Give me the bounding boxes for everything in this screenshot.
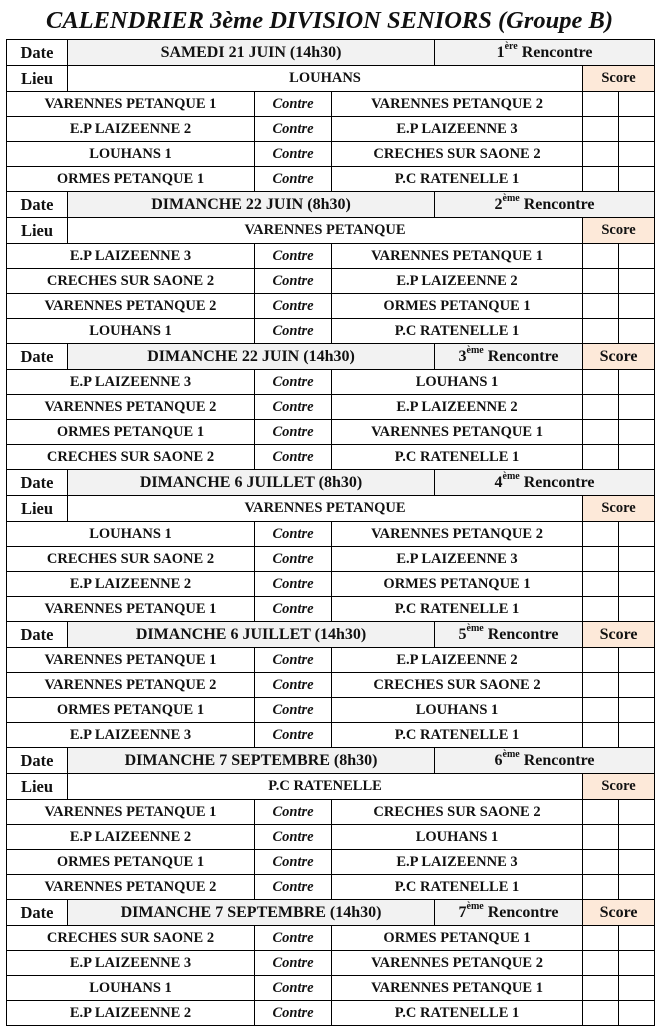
away-score-cell[interactable] — [619, 395, 655, 420]
round-number-digit: 7 — [458, 904, 467, 921]
round-number-digit: 1 — [496, 44, 505, 61]
date-label: Date — [7, 470, 68, 496]
contre-label: Contre — [255, 319, 332, 344]
contre-label: Contre — [255, 294, 332, 319]
away-score-cell[interactable] — [619, 269, 655, 294]
round-date: DIMANCHE 22 JUIN (14h30) — [68, 344, 435, 370]
contre-label: Contre — [255, 420, 332, 445]
lieu-label: Lieu — [7, 66, 68, 92]
contre-label: Contre — [255, 244, 332, 269]
score-header: Score — [583, 66, 655, 92]
contre-label: Contre — [255, 723, 332, 748]
round-date-row — [7, 470, 655, 496]
round-number-suffix: ème — [466, 344, 484, 356]
round-number-digit: 4 — [494, 474, 503, 491]
contre-label: Contre — [255, 698, 332, 723]
lieu-name: VARENNES PETANQUE — [68, 496, 583, 522]
away-score-cell[interactable] — [619, 698, 655, 723]
round-date: DIMANCHE 6 JUILLET (8h30) — [68, 470, 435, 496]
home-team: E.P LAIZEENNE 3 — [7, 370, 255, 395]
away-score-cell[interactable] — [619, 951, 655, 976]
score-header: Score — [583, 496, 655, 522]
contre-label: Contre — [255, 117, 332, 142]
match-row — [7, 547, 655, 572]
lieu-name: LOUHANS — [68, 66, 583, 92]
away-score-cell[interactable] — [619, 319, 655, 344]
home-team: E.P LAIZEENNE 3 — [7, 244, 255, 269]
home-team: LOUHANS 1 — [7, 522, 255, 547]
home-score-cell[interactable] — [583, 547, 619, 572]
match-row — [7, 926, 655, 951]
away-score-cell[interactable] — [619, 597, 655, 622]
home-score-cell[interactable] — [583, 976, 619, 1001]
match-row — [7, 648, 655, 673]
match-row — [7, 875, 655, 900]
contre-label: Contre — [255, 976, 332, 1001]
home-team: ORMES PETANQUE 1 — [7, 850, 255, 875]
match-row — [7, 597, 655, 622]
home-score-cell[interactable] — [583, 92, 619, 117]
away-score-cell[interactable] — [619, 167, 655, 192]
away-team: P.C RATENELLE 1 — [332, 723, 583, 748]
home-score-cell[interactable] — [583, 673, 619, 698]
contre-label: Contre — [255, 926, 332, 951]
home-score-cell[interactable] — [583, 244, 619, 269]
home-team: LOUHANS 1 — [7, 142, 255, 167]
round-number — [435, 622, 583, 648]
home-score-cell[interactable] — [583, 951, 619, 976]
home-score-cell[interactable] — [583, 698, 619, 723]
away-score-cell[interactable] — [619, 142, 655, 167]
match-row — [7, 117, 655, 142]
home-score-cell[interactable] — [583, 723, 619, 748]
round-number-digit: 5 — [458, 626, 467, 643]
contre-label: Contre — [255, 142, 332, 167]
round-number-digit: 3 — [458, 348, 467, 365]
home-team: ORMES PETANQUE 1 — [7, 420, 255, 445]
away-team: VARENNES PETANQUE 2 — [332, 522, 583, 547]
home-team: E.P LAIZEENNE 2 — [7, 825, 255, 850]
away-team: VARENNES PETANQUE 1 — [332, 420, 583, 445]
away-score-cell[interactable] — [619, 294, 655, 319]
home-team: VARENNES PETANQUE 2 — [7, 395, 255, 420]
away-score-cell[interactable] — [619, 547, 655, 572]
contre-label: Contre — [255, 445, 332, 470]
match-row — [7, 167, 655, 192]
date-label: Date — [7, 748, 68, 774]
home-team: ORMES PETANQUE 1 — [7, 167, 255, 192]
away-score-cell[interactable] — [619, 850, 655, 875]
round-number-suffix: ème — [466, 900, 484, 912]
match-row — [7, 800, 655, 825]
home-score-cell[interactable] — [583, 572, 619, 597]
home-score-cell[interactable] — [583, 370, 619, 395]
contre-label: Contre — [255, 522, 332, 547]
match-row — [7, 572, 655, 597]
rencontre-label: Rencontre — [521, 44, 593, 61]
rencontre-label: Rencontre — [487, 904, 559, 921]
match-row — [7, 370, 655, 395]
away-team: VARENNES PETANQUE 1 — [332, 244, 583, 269]
away-team: E.P LAIZEENNE 3 — [332, 117, 583, 142]
calendar-table — [6, 39, 655, 1026]
home-score-cell[interactable] — [583, 926, 619, 951]
contre-label: Contre — [255, 370, 332, 395]
away-score-cell[interactable] — [619, 1001, 655, 1026]
home-team: VARENNES PETANQUE 1 — [7, 92, 255, 117]
match-row — [7, 1001, 655, 1026]
match-row — [7, 294, 655, 319]
away-team: P.C RATENELLE 1 — [332, 167, 583, 192]
home-team: VARENNES PETANQUE 2 — [7, 294, 255, 319]
match-row — [7, 269, 655, 294]
home-team: VARENNES PETANQUE 1 — [7, 597, 255, 622]
away-score-cell[interactable] — [619, 420, 655, 445]
lieu-label: Lieu — [7, 774, 68, 800]
home-team: VARENNES PETANQUE 2 — [7, 875, 255, 900]
away-team: P.C RATENELLE 1 — [332, 597, 583, 622]
home-team: VARENNES PETANQUE 1 — [7, 648, 255, 673]
round-date-row — [7, 622, 655, 648]
away-score-cell[interactable] — [619, 522, 655, 547]
round-number — [435, 470, 655, 496]
home-team: VARENNES PETANQUE 1 — [7, 800, 255, 825]
away-score-cell[interactable] — [619, 572, 655, 597]
away-score-cell[interactable] — [619, 445, 655, 470]
round-date-row — [7, 900, 655, 926]
away-team: VARENNES PETANQUE 2 — [332, 92, 583, 117]
away-score-cell[interactable] — [619, 723, 655, 748]
round-lieu-row — [7, 218, 655, 244]
home-team: E.P LAIZEENNE 2 — [7, 572, 255, 597]
round-number-suffix: ère — [504, 40, 518, 52]
date-label: Date — [7, 40, 68, 66]
away-team: CRECHES SUR SAONE 2 — [332, 673, 583, 698]
home-score-cell[interactable] — [583, 117, 619, 142]
round-number — [435, 748, 655, 774]
contre-label: Contre — [255, 648, 332, 673]
rencontre-label: Rencontre — [523, 196, 595, 213]
home-score-cell[interactable] — [583, 445, 619, 470]
round-number-suffix: ème — [502, 470, 520, 482]
home-team: CRECHES SUR SAONE 2 — [7, 269, 255, 294]
round-number — [435, 900, 583, 926]
away-team: VARENNES PETANQUE 1 — [332, 976, 583, 1001]
lieu-name: VARENNES PETANQUE — [68, 218, 583, 244]
home-team: VARENNES PETANQUE 2 — [7, 673, 255, 698]
score-header: Score — [583, 774, 655, 800]
home-score-cell[interactable] — [583, 420, 619, 445]
calendar-title: CALENDRIER 3ème DIVISION SENIORS (Groupe B) — [45, 7, 613, 34]
contre-label: Contre — [255, 951, 332, 976]
round-number-suffix: ème — [466, 622, 484, 634]
round-number — [435, 344, 583, 370]
away-score-cell[interactable] — [619, 244, 655, 269]
away-score-cell[interactable] — [619, 800, 655, 825]
contre-label: Contre — [255, 167, 332, 192]
away-team: E.P LAIZEENNE 2 — [332, 269, 583, 294]
round-lieu-row — [7, 774, 655, 800]
away-team: LOUHANS 1 — [332, 698, 583, 723]
home-team: E.P LAIZEENNE 3 — [7, 723, 255, 748]
match-row — [7, 951, 655, 976]
home-score-cell[interactable] — [583, 1001, 619, 1026]
round-number-suffix: ème — [502, 192, 520, 204]
home-score-cell[interactable] — [583, 648, 619, 673]
score-header: Score — [583, 622, 655, 648]
match-row — [7, 420, 655, 445]
score-header: Score — [583, 344, 655, 370]
away-score-cell[interactable] — [619, 673, 655, 698]
round-date: DIMANCHE 22 JUIN (8h30) — [68, 192, 435, 218]
match-row — [7, 319, 655, 344]
round-date-row — [7, 40, 655, 66]
away-team: E.P LAIZEENNE 3 — [332, 547, 583, 572]
home-score-cell[interactable] — [583, 167, 619, 192]
match-row — [7, 522, 655, 547]
round-number-digit: 2 — [494, 196, 503, 213]
away-team: P.C RATENELLE 1 — [332, 319, 583, 344]
away-team: VARENNES PETANQUE 2 — [332, 951, 583, 976]
match-row — [7, 445, 655, 470]
home-team: E.P LAIZEENNE 2 — [7, 1001, 255, 1026]
round-date-row — [7, 748, 655, 774]
home-score-cell[interactable] — [583, 597, 619, 622]
round-number — [435, 40, 655, 66]
home-score-cell[interactable] — [583, 294, 619, 319]
match-row — [7, 92, 655, 117]
home-score-cell[interactable] — [583, 875, 619, 900]
contre-label: Contre — [255, 269, 332, 294]
home-team: LOUHANS 1 — [7, 319, 255, 344]
contre-label: Contre — [255, 875, 332, 900]
away-team: LOUHANS 1 — [332, 370, 583, 395]
lieu-label: Lieu — [7, 218, 68, 244]
home-team: E.P LAIZEENNE 3 — [7, 951, 255, 976]
away-score-cell[interactable] — [619, 92, 655, 117]
date-label: Date — [7, 192, 68, 218]
contre-label: Contre — [255, 547, 332, 572]
match-row — [7, 825, 655, 850]
away-score-cell[interactable] — [619, 117, 655, 142]
away-team: CRECHES SUR SAONE 2 — [332, 800, 583, 825]
contre-label: Contre — [255, 597, 332, 622]
round-number-suffix: ème — [502, 748, 520, 760]
score-header: Score — [583, 900, 655, 926]
round-lieu-row — [7, 66, 655, 92]
date-label: Date — [7, 344, 68, 370]
rencontre-label: Rencontre — [487, 626, 559, 643]
away-team: ORMES PETANQUE 1 — [332, 926, 583, 951]
match-row — [7, 395, 655, 420]
away-team: E.P LAIZEENNE 3 — [332, 850, 583, 875]
contre-label: Contre — [255, 395, 332, 420]
home-score-cell[interactable] — [583, 522, 619, 547]
away-score-cell[interactable] — [619, 926, 655, 951]
contre-label: Contre — [255, 92, 332, 117]
round-date: DIMANCHE 7 SEPTEMBRE (14h30) — [68, 900, 435, 926]
home-score-cell[interactable] — [583, 319, 619, 344]
rencontre-label: Rencontre — [523, 474, 595, 491]
home-score-cell[interactable] — [583, 395, 619, 420]
home-score-cell[interactable] — [583, 142, 619, 167]
home-score-cell[interactable] — [583, 850, 619, 875]
home-team: E.P LAIZEENNE 2 — [7, 117, 255, 142]
home-score-cell[interactable] — [583, 269, 619, 294]
match-row — [7, 142, 655, 167]
away-team: P.C RATENELLE 1 — [332, 445, 583, 470]
round-number-digit: 6 — [494, 752, 503, 769]
home-team: ORMES PETANQUE 1 — [7, 698, 255, 723]
match-row — [7, 723, 655, 748]
match-row — [7, 850, 655, 875]
contre-label: Contre — [255, 800, 332, 825]
away-team: ORMES PETANQUE 1 — [332, 572, 583, 597]
match-row — [7, 698, 655, 723]
home-team: CRECHES SUR SAONE 2 — [7, 547, 255, 572]
away-team: CRECHES SUR SAONE 2 — [332, 142, 583, 167]
date-label: Date — [7, 900, 68, 926]
lieu-name: P.C RATENELLE — [68, 774, 583, 800]
away-team: LOUHANS 1 — [332, 825, 583, 850]
away-score-cell[interactable] — [619, 825, 655, 850]
contre-label: Contre — [255, 1001, 332, 1026]
round-date-row — [7, 192, 655, 218]
match-row — [7, 976, 655, 1001]
away-score-cell[interactable] — [619, 370, 655, 395]
home-team: LOUHANS 1 — [7, 976, 255, 1001]
lieu-label: Lieu — [7, 496, 68, 522]
away-score-cell[interactable] — [619, 875, 655, 900]
round-lieu-row — [7, 496, 655, 522]
away-team: P.C RATENELLE 1 — [332, 1001, 583, 1026]
round-date: DIMANCHE 6 JUILLET (14h30) — [68, 622, 435, 648]
away-score-cell[interactable] — [619, 648, 655, 673]
match-row — [7, 244, 655, 269]
rencontre-label: Rencontre — [523, 752, 595, 769]
round-date: SAMEDI 21 JUIN (14h30) — [68, 40, 435, 66]
home-team: CRECHES SUR SAONE 2 — [7, 926, 255, 951]
contre-label: Contre — [255, 673, 332, 698]
contre-label: Contre — [255, 825, 332, 850]
contre-label: Contre — [255, 850, 332, 875]
round-number — [435, 192, 655, 218]
home-score-cell[interactable] — [583, 825, 619, 850]
home-team: CRECHES SUR SAONE 2 — [7, 445, 255, 470]
away-team: E.P LAIZEENNE 2 — [332, 648, 583, 673]
match-row — [7, 673, 655, 698]
score-header: Score — [583, 218, 655, 244]
away-team: E.P LAIZEENNE 2 — [332, 395, 583, 420]
home-score-cell[interactable] — [583, 800, 619, 825]
date-label: Date — [7, 622, 68, 648]
away-team: P.C RATENELLE 1 — [332, 875, 583, 900]
contre-label: Contre — [255, 572, 332, 597]
round-date: DIMANCHE 7 SEPTEMBRE (8h30) — [68, 748, 435, 774]
away-team: ORMES PETANQUE 1 — [332, 294, 583, 319]
rencontre-label: Rencontre — [487, 348, 559, 365]
round-date-row — [7, 344, 655, 370]
away-score-cell[interactable] — [619, 976, 655, 1001]
